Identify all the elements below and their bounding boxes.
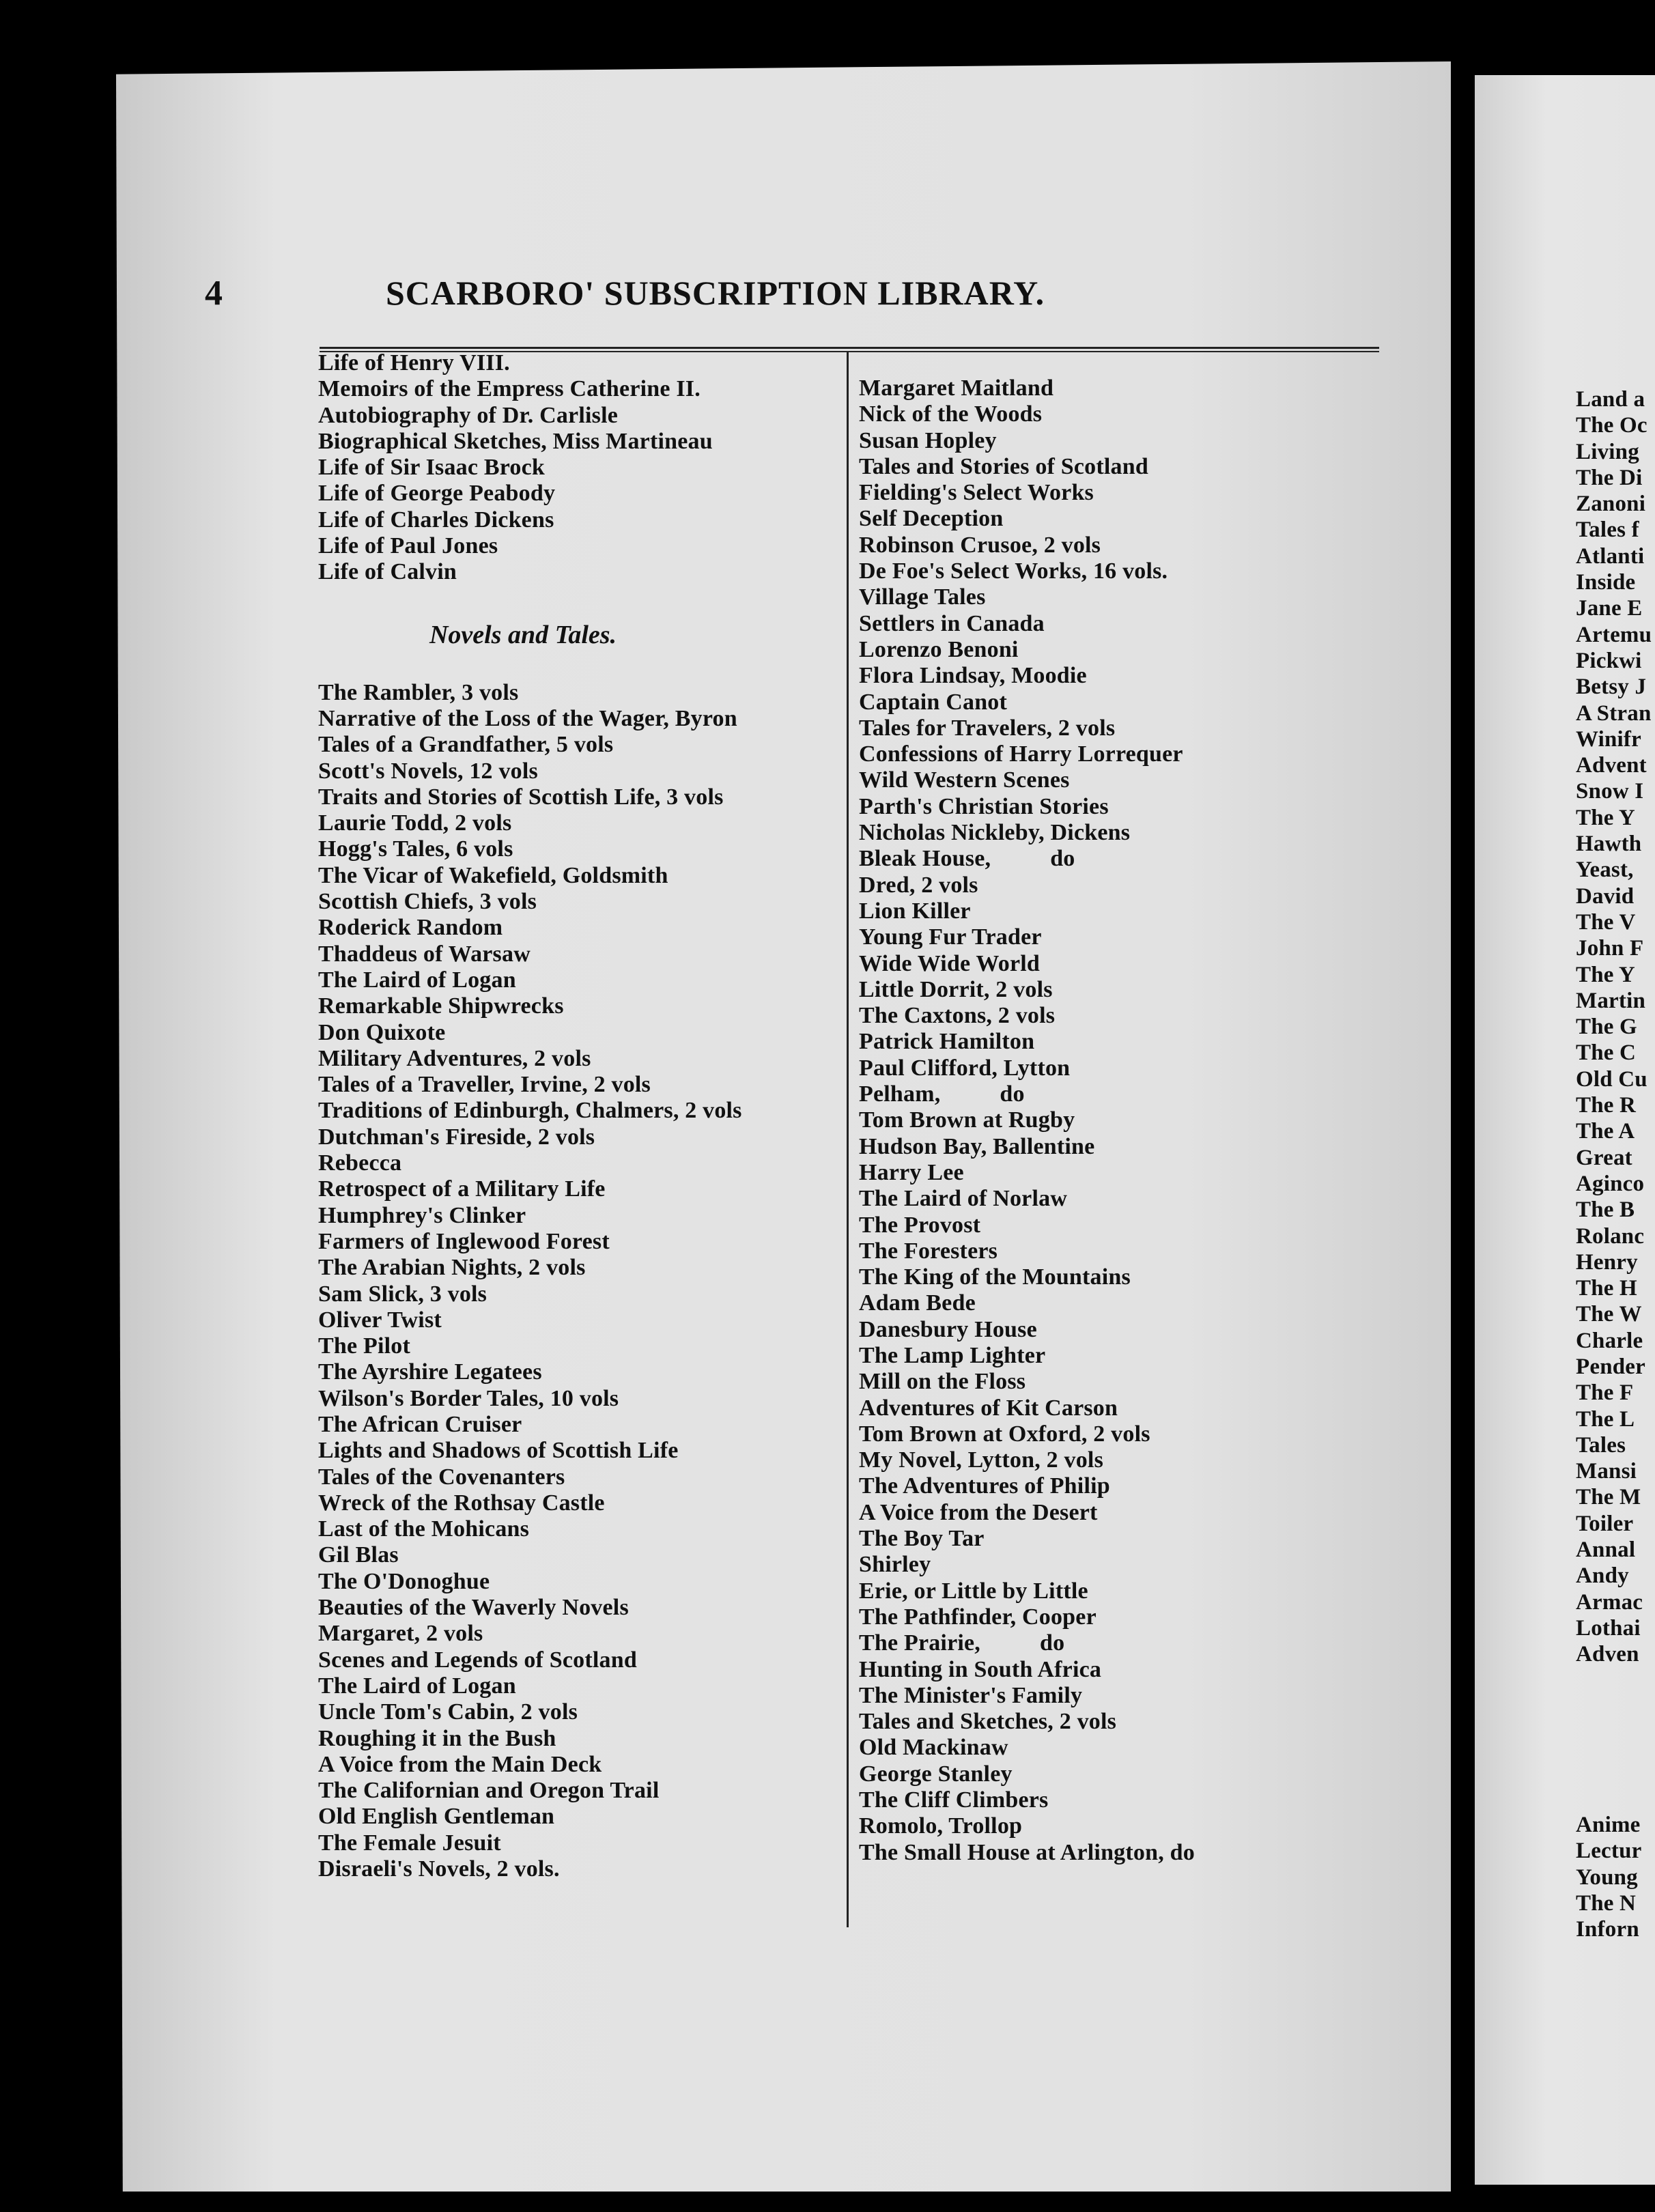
list-item: Robinson Crusoe, 2 vols [859, 532, 1101, 558]
list-item: Atlanti [1576, 543, 1645, 569]
list-item: The African Cruiser [318, 1411, 522, 1437]
list-item: The Laird of Logan [318, 1673, 516, 1699]
list-item: Wreck of the Rothsay Castle [318, 1490, 605, 1516]
page-number: 4 [205, 274, 223, 313]
list-item: Pelham, do [859, 1081, 1025, 1107]
list-item: Anime [1576, 1813, 1641, 1837]
list-item: The N [1576, 1890, 1637, 1916]
list-item: Tales f [1576, 517, 1639, 543]
list-item: The M [1576, 1485, 1641, 1510]
list-item: Fielding's Select Works [859, 480, 1094, 506]
right-column [859, 375, 1195, 1866]
list-item: The Laird of Norlaw [859, 1186, 1068, 1212]
book-page-left [116, 61, 1451, 2192]
list-item: Tales for Travelers, 2 vols [859, 715, 1116, 741]
list-item: Harry Lee [859, 1159, 964, 1185]
list-item: Scottish Chiefs, 3 vols [318, 889, 537, 915]
list-item: Young Fur Trader [859, 924, 1042, 950]
biography-list [318, 350, 742, 586]
list-item: Flora Lindsay, Moodie [859, 663, 1087, 689]
list-item: Uncle Tom's Cabin, 2 vols [318, 1699, 578, 1725]
list-item: Living [1576, 439, 1639, 464]
list-item: Tales [1576, 1432, 1626, 1458]
list-item: Romolo, Trollop [859, 1813, 1023, 1839]
list-item: The Cliff Climbers [859, 1787, 1049, 1813]
list-item: Artemu [1576, 622, 1652, 647]
list-item: The Female Jesuit [318, 1830, 501, 1856]
list-item: Erie, or Little by Little [859, 1578, 1088, 1604]
list-item: Parth's Christian Stories [859, 793, 1109, 819]
column-divider [847, 352, 849, 1927]
list-item: Rebecca [318, 1150, 402, 1176]
list-item: Life of Henry VIII. [318, 350, 510, 375]
list-item: Margaret, 2 vols [318, 1621, 483, 1647]
list-item: The Pathfinder, Cooper [859, 1604, 1097, 1630]
list-item: The C [1576, 1040, 1637, 1066]
list-item: Margaret Maitland [859, 375, 1054, 401]
list-item: Hunting in South Africa [859, 1656, 1102, 1682]
list-item: Life of George Peabody [318, 481, 556, 507]
list-item: The F [1576, 1380, 1634, 1406]
list-item: Retrospect of a Military Life [318, 1176, 606, 1202]
list-item: The Vicar of Wakefield, Goldsmith [318, 862, 668, 888]
list-item: Rolanc [1576, 1223, 1645, 1249]
list-item: A Voice from the Main Deck [318, 1751, 602, 1777]
list-item: The Ayrshire Legatees [318, 1359, 542, 1385]
section-heading: Novels and Tales. [429, 620, 617, 649]
list-item: Adam Bede [859, 1290, 976, 1316]
list-item: The Boy Tar [859, 1526, 985, 1552]
list-item: Susan Hopley [859, 427, 997, 453]
list-item: Life of Charles Dickens [318, 507, 554, 533]
list-item: Self Deception [859, 506, 1004, 532]
list-item: Adventures of Kit Carson [859, 1395, 1118, 1421]
list-item: Traditions of Edinburgh, Chalmers, 2 vols [318, 1098, 742, 1124]
list-item: Last of the Mohicans [318, 1516, 530, 1542]
list-item: Betsy J [1576, 675, 1647, 700]
list-item: A Voice from the Desert [859, 1499, 1098, 1525]
list-item: Life of Calvin [318, 559, 457, 585]
list-item: The Caxtons, 2 vols [859, 1003, 1056, 1029]
list-item: Thaddeus of Warsaw [318, 941, 531, 967]
list-item: A Stran [1576, 700, 1652, 726]
list-item: Inside [1576, 570, 1636, 595]
list-item: Tales and Stories of Scotland [859, 453, 1148, 479]
list-item: Danesbury House [859, 1316, 1037, 1342]
list-item: Bleak House, do [859, 846, 1075, 872]
list-item: Military Adventures, 2 vols [318, 1045, 591, 1071]
list-item: The W [1576, 1302, 1642, 1327]
list-item: Lion Killer [859, 898, 971, 924]
list-item: Tom Brown at Oxford, 2 vols [859, 1421, 1150, 1447]
list-item: Laurie Todd, 2 vols [318, 810, 512, 836]
list-item: Pender [1576, 1354, 1646, 1379]
list-item: The Minister's Family [859, 1682, 1083, 1708]
list-item: The O'Donoghue [318, 1568, 490, 1594]
right-column-list [859, 375, 1195, 1866]
list-item: Zanoni [1576, 492, 1646, 517]
list-item: Andy [1576, 1563, 1629, 1589]
list-item: Farmers of Inglewood Forest [318, 1228, 610, 1254]
list-item: The Lamp Lighter [859, 1342, 1046, 1368]
list-item: Paul Clifford, Lytton [859, 1055, 1071, 1081]
list-item: Old English Gentleman [318, 1804, 555, 1830]
list-item: Tom Brown at Rugby [859, 1107, 1075, 1133]
list-item: Roughing it in the Bush [318, 1725, 556, 1751]
list-item: The V [1576, 909, 1636, 935]
list-item: Yeast, [1576, 857, 1634, 883]
list-item: The Laird of Logan [318, 967, 516, 993]
list-item: Narrative of the Loss of the Wager, Byron [318, 705, 737, 731]
list-item: Martin [1576, 988, 1646, 1013]
list-item: Land a [1576, 387, 1645, 412]
list-item: Armac [1576, 1589, 1643, 1615]
list-item: Oliver Twist [318, 1307, 442, 1333]
list-item: Hogg's Tales, 6 vols [318, 836, 513, 862]
list-item: Don Quixote [318, 1019, 446, 1045]
list-item: The King of the Mountains [859, 1264, 1131, 1290]
novel-list [318, 680, 742, 1883]
list-item: Hawth [1576, 832, 1642, 857]
list-item: The Californian and Oregon Trail [318, 1778, 660, 1804]
list-item: Advent [1576, 753, 1647, 778]
list-item: De Foe's Select Works, 16 vols. [859, 558, 1168, 584]
list-item: Dred, 2 vols [859, 872, 978, 898]
list-item: Wilson's Border Tales, 10 vols [318, 1385, 619, 1411]
list-item: Life of Paul Jones [318, 533, 498, 559]
list-item: John F [1576, 936, 1644, 961]
list-item: Tales and Sketches, 2 vols [859, 1709, 1117, 1735]
list-item: Dutchman's Fireside, 2 vols [318, 1124, 595, 1150]
list-item: Lorenzo Benoni [859, 636, 1019, 662]
list-item: Tales of the Covenanters [318, 1464, 565, 1490]
next-page-upper-list [1576, 386, 1652, 1668]
list-item: The L [1576, 1406, 1635, 1432]
list-item: Wide Wide World [859, 950, 1041, 976]
list-item: The Di [1576, 465, 1643, 490]
list-item: Annal [1576, 1537, 1636, 1563]
list-item: The Oc [1576, 413, 1647, 438]
list-item: Little Dorrit, 2 vols [859, 976, 1053, 1002]
list-item: Wild Western Scenes [859, 767, 1070, 793]
list-item: Adven [1576, 1642, 1639, 1667]
list-item: Nick of the Woods [859, 401, 1043, 427]
list-item: Life of Sir Isaac Brock [318, 455, 545, 481]
list-item: Great [1576, 1145, 1632, 1170]
list-item: Scenes and Legends of Scotland [318, 1647, 637, 1673]
list-item: Lothai [1576, 1615, 1641, 1641]
list-item: Village Tales [859, 584, 986, 610]
list-item: Roderick Random [318, 915, 503, 941]
list-item: Scott's Novels, 12 vols [318, 758, 538, 784]
list-item: The Foresters [859, 1238, 998, 1264]
list-item: Traits and Stories of Scottish Life, 3 vols [318, 784, 724, 810]
list-item: The B [1576, 1197, 1635, 1223]
list-item: My Novel, Lytton, 2 vols [859, 1447, 1104, 1473]
list-item: The Provost [859, 1212, 981, 1238]
page-header [205, 273, 1229, 321]
list-item: Lectur [1576, 1839, 1642, 1864]
list-item: Shirley [859, 1552, 931, 1578]
list-item: Memoirs of the Empress Catherine II. [318, 376, 701, 402]
list-item: Inforn [1576, 1917, 1639, 1942]
list-item: Humphrey's Clinker [318, 1202, 526, 1228]
next-page-lower-list [1576, 1812, 1642, 1942]
list-item: Autobiography of Dr. Carlisle [318, 402, 619, 428]
list-item: Young [1576, 1864, 1638, 1890]
list-item: The Adventures of Philip [859, 1473, 1110, 1499]
list-item: Pickwi [1576, 648, 1642, 673]
list-item: The A [1576, 1119, 1635, 1144]
list-item: The Y [1576, 805, 1635, 830]
list-item: Lights and Shadows of Scottish Life [318, 1438, 679, 1464]
list-item: The G [1576, 1015, 1637, 1040]
list-item: Mansi [1576, 1459, 1637, 1484]
list-item: Biographical Sketches, Miss Martineau [318, 428, 713, 454]
list-item: Beauties of the Waverly Novels [318, 1595, 629, 1621]
book-page-right-fragment [1475, 75, 1655, 2185]
list-item: Nicholas Nickleby, Dickens [859, 820, 1131, 846]
list-item: Henry [1576, 1249, 1638, 1275]
list-item: The Y [1576, 962, 1635, 987]
list-item: Old Cu [1576, 1066, 1647, 1092]
list-item: The H [1576, 1276, 1637, 1301]
list-item: The Rambler, 3 vols [318, 679, 519, 705]
list-item: Disraeli's Novels, 2 vols. [318, 1856, 560, 1882]
list-item: Toiler [1576, 1511, 1634, 1536]
list-item: Charle [1576, 1328, 1643, 1353]
list-item: Gil Blas [318, 1542, 399, 1568]
list-item: The Pilot [318, 1333, 410, 1359]
list-item: Mill on the Floss [859, 1369, 1026, 1395]
list-item: Sam Slick, 3 vols [318, 1281, 487, 1307]
list-item: Hudson Bay, Ballentine [859, 1133, 1095, 1159]
list-item: Confessions of Harry Lorrequer [859, 741, 1183, 767]
list-item: Remarkable Shipwrecks [318, 993, 564, 1019]
list-item: George Stanley [859, 1761, 1013, 1787]
list-item: Patrick Hamilton [859, 1029, 1035, 1055]
list-item: Old Mackinaw [859, 1735, 1008, 1761]
list-item: The Small House at Arlington, do [859, 1839, 1195, 1865]
list-item: David [1576, 883, 1635, 909]
list-item: Snow I [1576, 779, 1644, 804]
list-item: Winifr [1576, 726, 1641, 752]
list-item: The Prairie, do [859, 1630, 1065, 1656]
list-item: The Arabian Nights, 2 vols [318, 1255, 586, 1281]
list-item: The R [1576, 1093, 1637, 1118]
list-item: Settlers in Canada [859, 610, 1045, 636]
list-item: Aginco [1576, 1171, 1645, 1196]
list-item: Tales of a Grandfather, 5 vols [318, 732, 614, 758]
list-item: Jane E [1576, 596, 1643, 621]
list-item: Captain Canot [859, 689, 1008, 715]
left-column [318, 350, 742, 1882]
running-title: SCARBORO' SUBSCRIPTION LIBRARY. [386, 274, 1045, 312]
list-item: Tales of a Traveller, Irvine, 2 vols [318, 1072, 651, 1098]
